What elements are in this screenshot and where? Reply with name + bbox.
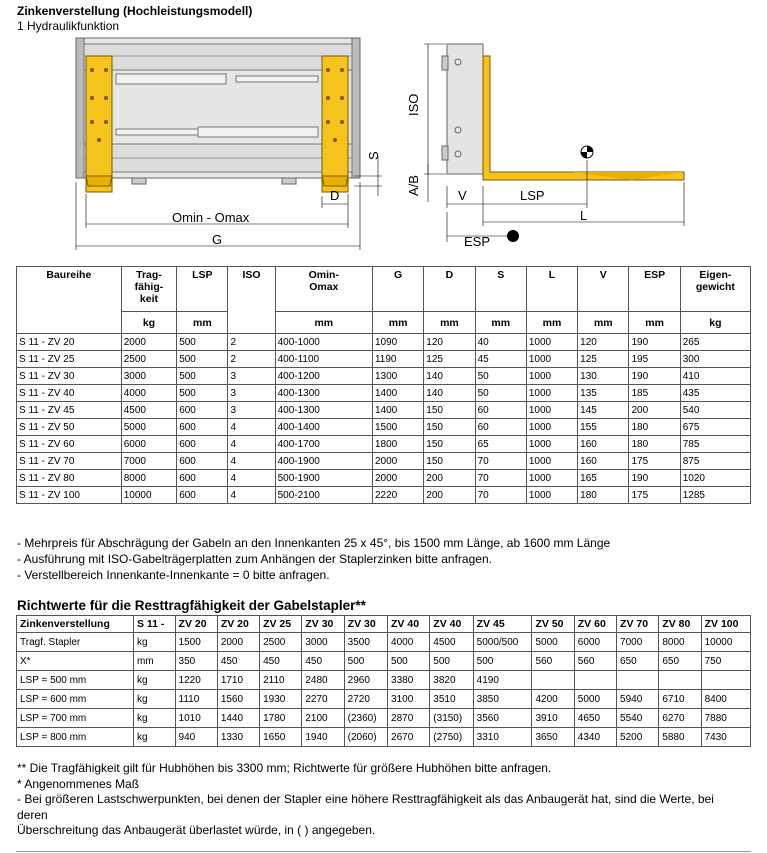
page-subtitle: 1 Hydraulikfunktion <box>17 19 120 33</box>
table-cell: 2000 <box>372 453 423 470</box>
table-cell: 2100 <box>302 709 344 728</box>
table-cell: 4340 <box>574 728 616 747</box>
capacity-col-header: S 11 - <box>133 616 175 633</box>
table-cell: 600 <box>177 402 228 419</box>
table-cell: kg <box>133 690 175 709</box>
table-cell: 5940 <box>617 690 659 709</box>
table-cell <box>659 671 701 690</box>
table-cell: 1000 <box>526 334 577 351</box>
table-cell: 600 <box>177 453 228 470</box>
table-cell: 1110 <box>175 690 217 709</box>
table-cell: 7880 <box>701 709 750 728</box>
table-cell: 265 <box>680 334 750 351</box>
notes-spec <box>17 535 610 583</box>
table-row <box>17 334 751 351</box>
table-cell: 3910 <box>532 709 574 728</box>
table-cell: 5200 <box>617 728 659 747</box>
table-cell: 70 <box>475 453 526 470</box>
note-line: - Verstellbereich Innenkante-Innenkante = 0 bitte anfragen. <box>17 568 330 582</box>
table-cell: 190 <box>629 470 680 487</box>
table-cell: 650 <box>617 652 659 671</box>
table-cell: 3650 <box>532 728 574 747</box>
table-cell: 450 <box>302 652 344 671</box>
table-cell: 120 <box>424 334 475 351</box>
table-cell: 175 <box>629 453 680 470</box>
table-cell: 450 <box>260 652 302 671</box>
spec-unit-cell: kg <box>680 312 750 334</box>
table-cell: 560 <box>574 652 616 671</box>
spec-col-header: D <box>424 267 475 312</box>
table-cell: 3100 <box>388 690 430 709</box>
table-cell: 3000 <box>121 368 176 385</box>
table-cell: 60 <box>475 402 526 419</box>
label-v: V <box>458 188 467 203</box>
table-cell: 3850 <box>473 690 532 709</box>
spec-col-header: G <box>372 267 423 312</box>
table-cell: mm <box>133 652 175 671</box>
table-cell: 4000 <box>388 633 430 652</box>
label-ab: A/B <box>406 175 421 196</box>
table-cell: 1000 <box>526 419 577 436</box>
table-row <box>17 728 751 747</box>
table-cell: 2870 <box>388 709 430 728</box>
spec-unit-cell: mm <box>526 312 577 334</box>
table-row <box>17 368 751 385</box>
table-cell: 410 <box>680 368 750 385</box>
capacity-col-header: ZV 40 <box>430 616 473 633</box>
table-cell: 3820 <box>430 671 473 690</box>
table-cell: 4200 <box>532 690 574 709</box>
table-cell: 675 <box>680 419 750 436</box>
table-cell: 6710 <box>659 690 701 709</box>
table-cell: 1285 <box>680 487 750 504</box>
table-cell: 3560 <box>473 709 532 728</box>
table-cell: 6270 <box>659 709 701 728</box>
note-line: ** Die Tragfähigkeit gilt für Hubhöhen bis 3300 mm; Richtwerte für größere Hubhöhen bitte anfragen. <box>17 761 552 775</box>
spec-unit-cell: mm <box>372 312 423 334</box>
table-cell: 7000 <box>121 453 176 470</box>
table-row <box>17 385 751 402</box>
table-cell: 2 <box>228 351 275 368</box>
spec-unit-cell: kg <box>121 312 176 334</box>
table-cell: 50 <box>475 385 526 402</box>
capacity-table <box>16 615 751 747</box>
table-cell: 60 <box>475 419 526 436</box>
table-cell: 435 <box>680 385 750 402</box>
table-cell: 7000 <box>617 633 659 652</box>
spec-col-header: ESP <box>629 267 680 312</box>
spec-col-header: Eigen- gewicht <box>680 267 750 312</box>
notes-capacity <box>17 761 737 839</box>
table-cell: 1560 <box>217 690 259 709</box>
table-cell: X* <box>17 652 134 671</box>
table-cell: 400-1300 <box>275 402 372 419</box>
label-d: D <box>330 188 340 203</box>
table-cell: (2750) <box>430 728 473 747</box>
table-cell: 1650 <box>260 728 302 747</box>
table-cell: 2000 <box>121 334 176 351</box>
table-cell: S 11 - ZV 100 <box>17 487 122 504</box>
table-cell: 600 <box>177 419 228 436</box>
table-cell: 140 <box>424 368 475 385</box>
table-row <box>17 633 751 652</box>
spec-col-header: V <box>578 267 629 312</box>
table-cell: 2220 <box>372 487 423 504</box>
table-cell: 600 <box>177 470 228 487</box>
table-cell: 4 <box>228 470 275 487</box>
table-cell: 2270 <box>302 690 344 709</box>
table-cell <box>574 671 616 690</box>
table-cell: 3500 <box>344 633 387 652</box>
table-cell: LSP = 500 mm <box>17 671 134 690</box>
table-cell: 140 <box>424 385 475 402</box>
table-cell: 5000 <box>121 419 176 436</box>
spec-col-header: Trag- fähig- keit <box>121 267 176 312</box>
table-cell: LSP = 600 mm <box>17 690 134 709</box>
table-cell: 4500 <box>121 402 176 419</box>
table-cell: 500-2100 <box>275 487 372 504</box>
table-cell: S 11 - ZV 30 <box>17 368 122 385</box>
table-cell: 1000 <box>526 487 577 504</box>
table-cell: 1500 <box>372 419 423 436</box>
table-cell: S 11 - ZV 20 <box>17 334 122 351</box>
table-cell: 1010 <box>175 709 217 728</box>
table-cell: 1090 <box>372 334 423 351</box>
bottom-divider <box>16 851 751 852</box>
table-cell: 750 <box>701 652 750 671</box>
table-cell: kg <box>133 671 175 690</box>
table-cell: 400-1300 <box>275 385 372 402</box>
label-esp: ESP <box>464 234 491 249</box>
note-line: - Ausführung mit ISO-Gabelträgerplatten zum Anhängen der Staplerzinken bitte anfragen. <box>17 552 492 566</box>
table-cell: 5000 <box>532 633 574 652</box>
spec-table <box>16 266 751 504</box>
table-cell: 400-1000 <box>275 334 372 351</box>
table-cell: 4500 <box>430 633 473 652</box>
table-cell: 1220 <box>175 671 217 690</box>
table-cell: 6000 <box>121 436 176 453</box>
page-title: Zinkenverstellung (Hochleistungsmodell) <box>17 4 253 18</box>
technical-drawing <box>72 36 697 261</box>
table-cell: 940 <box>175 728 217 747</box>
table-cell: S 11 - ZV 50 <box>17 419 122 436</box>
table-cell: 650 <box>659 652 701 671</box>
table-cell: 150 <box>424 419 475 436</box>
label-l: L <box>580 208 588 223</box>
table-row <box>17 671 751 690</box>
table-cell: 45 <box>475 351 526 368</box>
table-cell: 195 <box>629 351 680 368</box>
table-cell: kg <box>133 709 175 728</box>
table-cell: 180 <box>578 487 629 504</box>
table-cell: 150 <box>424 436 475 453</box>
table-cell: 400-1100 <box>275 351 372 368</box>
table-cell: 1000 <box>526 470 577 487</box>
table-row <box>17 402 751 419</box>
spec-unit-cell: mm <box>424 312 475 334</box>
table-cell: 2720 <box>344 690 387 709</box>
table-cell: 500-1900 <box>275 470 372 487</box>
table-cell: 400-1200 <box>275 368 372 385</box>
table-cell: 1780 <box>260 709 302 728</box>
table-cell: 4000 <box>121 385 176 402</box>
capacity-col-header: ZV 30 <box>344 616 387 633</box>
spec-unit-cell: mm <box>629 312 680 334</box>
table-cell: 180 <box>629 436 680 453</box>
table-cell: 1440 <box>217 709 259 728</box>
table-cell: 500 <box>177 368 228 385</box>
table-cell: LSP = 700 mm <box>17 709 134 728</box>
table-cell: 450 <box>217 652 259 671</box>
capacity-table-header <box>17 616 751 633</box>
table-cell: 2000 <box>372 470 423 487</box>
table-cell: 3 <box>228 368 275 385</box>
table-cell: 350 <box>175 652 217 671</box>
table-cell: 120 <box>578 334 629 351</box>
table-cell: 1000 <box>526 436 577 453</box>
table-cell: kg <box>133 728 175 747</box>
table-cell: 2 <box>228 334 275 351</box>
table-cell: 185 <box>629 385 680 402</box>
spec-col-header: ISO <box>228 267 275 334</box>
capacity-col-header: ZV 40 <box>388 616 430 633</box>
spec-col-header: L <box>526 267 577 312</box>
capacity-col-header: ZV 70 <box>617 616 659 633</box>
table-cell: S 11 - ZV 25 <box>17 351 122 368</box>
capacity-col-header: Zinkenverstellung <box>17 616 134 633</box>
table-cell: 200 <box>629 402 680 419</box>
table-row <box>17 690 751 709</box>
capacity-col-header: ZV 25 <box>260 616 302 633</box>
table-cell: 500 <box>177 334 228 351</box>
capacity-col-header: ZV 20 <box>175 616 217 633</box>
capacity-col-header: ZV 100 <box>701 616 750 633</box>
table-row <box>17 487 751 504</box>
table-cell: 5880 <box>659 728 701 747</box>
table-cell: 1190 <box>372 351 423 368</box>
table-cell: 3000 <box>302 633 344 652</box>
table-cell: 5000/500 <box>473 633 532 652</box>
section-heading-capacity: Richtwerte für die Resttragfähigkeit der Gabelstapler** <box>17 598 366 613</box>
table-cell: 7430 <box>701 728 750 747</box>
table-cell: 3 <box>228 385 275 402</box>
label-lsp: LSP <box>520 188 545 203</box>
table-cell: 1330 <box>217 728 259 747</box>
table-cell: 500 <box>177 351 228 368</box>
table-row <box>17 470 751 487</box>
table-cell: 4 <box>228 436 275 453</box>
table-cell: 190 <box>629 334 680 351</box>
table-cell: 4 <box>228 419 275 436</box>
table-cell: 500 <box>388 652 430 671</box>
table-cell: 600 <box>177 436 228 453</box>
table-cell: 160 <box>578 453 629 470</box>
table-cell: 155 <box>578 419 629 436</box>
table-cell: 2500 <box>121 351 176 368</box>
table-cell: S 11 - ZV 80 <box>17 470 122 487</box>
spec-unit-cell: mm <box>475 312 526 334</box>
capacity-col-header: ZV 45 <box>473 616 532 633</box>
table-row <box>17 419 751 436</box>
capacity-col-header: ZV 60 <box>574 616 616 633</box>
table-cell: 2500 <box>260 633 302 652</box>
table-cell: 70 <box>475 487 526 504</box>
capacity-col-header: ZV 80 <box>659 616 701 633</box>
table-cell: 1300 <box>372 368 423 385</box>
table-cell: 500 <box>473 652 532 671</box>
table-cell: 1400 <box>372 385 423 402</box>
table-cell: 2110 <box>260 671 302 690</box>
table-cell: Tragf. Stapler <box>17 633 134 652</box>
table-cell: 65 <box>475 436 526 453</box>
table-cell: 1400 <box>372 402 423 419</box>
table-cell: 3380 <box>388 671 430 690</box>
table-row <box>17 652 751 671</box>
table-cell: 1000 <box>526 368 577 385</box>
spec-col-header: Baureihe <box>17 267 122 334</box>
table-cell: 875 <box>680 453 750 470</box>
label-omin-omax: Omin - Omax <box>172 210 250 225</box>
note-line: Überschreitung das Anbaugerät überlastet würde, in ( ) angegeben. <box>17 823 376 837</box>
table-row <box>17 709 751 728</box>
table-cell: 125 <box>578 351 629 368</box>
table-cell: 2670 <box>388 728 430 747</box>
table-cell: S 11 - ZV 70 <box>17 453 122 470</box>
table-cell: LSP = 800 mm <box>17 728 134 747</box>
table-cell: 1710 <box>217 671 259 690</box>
capacity-col-header: ZV 50 <box>532 616 574 633</box>
table-cell: 1940 <box>302 728 344 747</box>
table-cell: 190 <box>629 368 680 385</box>
spec-unit-cell: mm <box>177 312 228 334</box>
table-cell: 300 <box>680 351 750 368</box>
table-cell: S 11 - ZV 60 <box>17 436 122 453</box>
table-cell: 6000 <box>574 633 616 652</box>
spec-table-header <box>17 267 751 312</box>
table-cell: 500 <box>430 652 473 671</box>
table-cell: 8000 <box>121 470 176 487</box>
table-cell: 600 <box>177 487 228 504</box>
table-cell: 5000 <box>574 690 616 709</box>
table-row <box>17 453 751 470</box>
table-cell: 180 <box>629 419 680 436</box>
table-cell: 540 <box>680 402 750 419</box>
table-cell: 4190 <box>473 671 532 690</box>
label-s: S <box>366 151 381 160</box>
table-cell: 400-1900 <box>275 453 372 470</box>
table-row <box>17 351 751 368</box>
table-cell <box>617 671 659 690</box>
table-cell: 1800 <box>372 436 423 453</box>
side-view <box>424 44 684 242</box>
table-cell: S 11 - ZV 40 <box>17 385 122 402</box>
table-cell: 4 <box>228 487 275 504</box>
label-iso: ISO <box>406 93 421 116</box>
spec-col-header: S <box>475 267 526 312</box>
table-cell: kg <box>133 633 175 652</box>
capacity-col-header: ZV 30 <box>302 616 344 633</box>
table-cell: 1020 <box>680 470 750 487</box>
table-cell: 135 <box>578 385 629 402</box>
table-cell: 500 <box>177 385 228 402</box>
table-cell: 10000 <box>121 487 176 504</box>
note-line: - Mehrpreis für Abschrägung der Gabeln an den Innenkanten 25 x 45°, bis 1500 mm Länge, ab 1600 mm Länge <box>17 536 611 550</box>
table-cell: 40 <box>475 334 526 351</box>
capacity-col-header: ZV 20 <box>217 616 259 633</box>
note-line: - Bei größeren Lastschwerpunkten, bei denen der Stapler eine höhere Resttragfähigkeit als das Anbaugerät hat, sind die Werte, bei deren <box>17 792 714 822</box>
table-cell: 200 <box>424 470 475 487</box>
table-cell: 3310 <box>473 728 532 747</box>
label-g: G <box>212 232 223 247</box>
table-cell: (3150) <box>430 709 473 728</box>
table-cell: 560 <box>532 652 574 671</box>
table-cell: 150 <box>424 453 475 470</box>
table-cell: 1000 <box>526 351 577 368</box>
table-cell: (2060) <box>344 728 387 747</box>
table-cell: 175 <box>629 487 680 504</box>
spec-col-header: LSP <box>177 267 228 312</box>
table-cell: 125 <box>424 351 475 368</box>
table-cell: 3 <box>228 402 275 419</box>
table-cell: 165 <box>578 470 629 487</box>
table-cell: S 11 - ZV 45 <box>17 402 122 419</box>
table-cell: 150 <box>424 402 475 419</box>
table-cell: 1000 <box>526 402 577 419</box>
table-cell: 8000 <box>659 633 701 652</box>
table-cell: 1930 <box>260 690 302 709</box>
table-cell: 1000 <box>526 385 577 402</box>
table-cell: 3510 <box>430 690 473 709</box>
table-cell: 2960 <box>344 671 387 690</box>
table-cell: 50 <box>475 368 526 385</box>
table-row <box>17 436 751 453</box>
table-cell: 400-1400 <box>275 419 372 436</box>
table-cell: 145 <box>578 402 629 419</box>
table-cell: 400-1700 <box>275 436 372 453</box>
table-cell: 130 <box>578 368 629 385</box>
table-cell: 8400 <box>701 690 750 709</box>
table-cell: 160 <box>578 436 629 453</box>
table-cell: 1000 <box>526 453 577 470</box>
spec-unit-cell: mm <box>275 312 372 334</box>
table-cell: 4 <box>228 453 275 470</box>
table-cell: 10000 <box>701 633 750 652</box>
table-cell: 500 <box>344 652 387 671</box>
spec-unit-cell: mm <box>578 312 629 334</box>
table-cell: 2000 <box>217 633 259 652</box>
spec-table-units <box>17 312 751 334</box>
table-cell: 5540 <box>617 709 659 728</box>
table-cell: 70 <box>475 470 526 487</box>
table-cell: 2480 <box>302 671 344 690</box>
spec-col-header: Omin- Omax <box>275 267 372 312</box>
table-cell: 785 <box>680 436 750 453</box>
table-cell: 1500 <box>175 633 217 652</box>
note-line: * Angenommenes Maß <box>17 776 140 791</box>
table-cell <box>701 671 750 690</box>
table-cell: (2360) <box>344 709 387 728</box>
table-cell: 4650 <box>574 709 616 728</box>
table-cell: 200 <box>424 487 475 504</box>
table-cell <box>532 671 574 690</box>
